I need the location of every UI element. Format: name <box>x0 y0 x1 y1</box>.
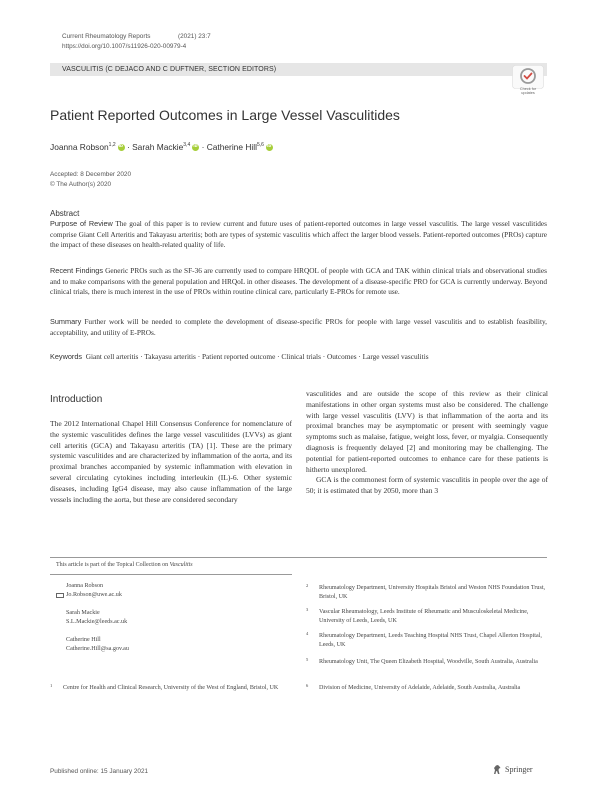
affiliation-text: Vascular Rheumatology, Leeds Institute of Rheumatic and Musculoskeletal Medicine, University of Leeds, Leeds, UK <box>319 609 529 624</box>
purpose-label: Purpose of Review <box>50 219 113 228</box>
affiliation-text: Centre for Health and Clinical Research, University of the West of England, Bristol, UK <box>63 685 279 691</box>
abstract-summary <box>50 317 547 338</box>
contact-email[interactable]: S.L.Mackie@leeds.ac.uk <box>66 618 128 625</box>
topical-note-collection[interactable]: Vasculitis <box>169 562 193 568</box>
springer-horse-icon <box>492 764 502 775</box>
contact-email[interactable]: Catherine.Hill@sa.gov.au <box>66 645 129 652</box>
affiliation-number: 4 <box>306 631 309 636</box>
contact-list <box>66 582 129 654</box>
intro-right-column <box>306 389 548 497</box>
summary-label: Summary <box>50 317 82 326</box>
published-online: Published online: 15 January 2021 <box>50 768 149 775</box>
keywords-text: Giant cell arteritis · Takayasu arteritis · Patient reported outcome · Clinical trials · Outcomes · Large vessel vasculitis <box>85 352 429 361</box>
contact-name: Catherine Hill <box>66 637 101 644</box>
affiliation-number: 3 <box>306 607 309 612</box>
affiliation-text: Rheumatology Department, Leeds Teaching Hospital NHS Trust, Chapel Allerton Hospital, Leeds, UK <box>319 633 542 648</box>
doi-link[interactable]: https://doi.org/10.1007/s11926-020-00979-4 <box>62 43 187 50</box>
author-separator: · <box>201 142 205 152</box>
affiliation-2 <box>306 584 546 601</box>
orcid-icon[interactable] <box>192 144 199 151</box>
intro-paragraph: The 2012 International Chapel Hill Consensus Conference for nomenclature of the systemic vasculitides defines the large vessel vasculitides (LVVs) as giant cell arteritis (GCA) and Takayasu arteritis (TA) [1]. These are the primary systemic vasculitides and are characterized by inflammation of the aorta, and its proximal branches accompanied by systemic inflammation with elevation in several circulating cytokines including interleukin (IL)-6. Other systemic diseases, including IgG4 disease, may also cause inflammation of the large vessels including the aorta, but these are considered secondary <box>50 419 292 504</box>
affiliation-text: Division of Medicine, University of Adelaide, Adelaide, South Australia, Australia <box>319 685 521 691</box>
author-name[interactable]: Joanna Robson <box>50 142 109 152</box>
intro-paragraph: vasculitides and are outside the scope of this review as their clinical manifestations in other organ systems must also be considered. The challenge with large vessel vasculitis (LVV) is that inflammation of the aorta and its proximal branches may be asymptomatic or present with seemingly vague symptoms such as malaise, fatigue, weight loss, fever, or myalgia. Consequently diagnosis is frequently delayed [2] and monitoring may be challenging. The potential for patient-reported outcomes to enhance care for these patients is hitherto unexplored. <box>306 389 548 474</box>
affiliation-number: 6 <box>306 683 309 688</box>
affiliation-text: Rheumatology Department, University Hospitals Bristol and Weston NHS Foundation Trust, Bristol, UK <box>319 585 546 600</box>
footnote-divider <box>50 574 292 575</box>
affiliation-text: Rheumatology Unit, The Queen Elizabeth Hospital, Woodville, South Australia, Australia <box>319 659 538 665</box>
author-name[interactable]: Catherine Hill <box>206 142 257 152</box>
contact-email[interactable]: Jo.Robson@uwe.ac.uk <box>66 591 122 598</box>
findings-text: Generic PROs such as the SF-36 are currently used to compare HRQOL of people with GCA and TAK within clinical trials and observational studies and to make comparisons with the general population and HRQoL in other diseases. The development of a disease-specific PRO for GCA is currently underway. Beyond clinical trials, there is much interest in the use of PROs within routine clinical care, particularly E-PROs for remote use. <box>50 266 547 297</box>
check-for-updates-badge[interactable] <box>512 65 544 101</box>
orcid-icon[interactable] <box>118 144 125 151</box>
journal-name: Current Rheumatology Reports <box>62 33 151 40</box>
keywords <box>50 352 429 361</box>
check-for-label-1: Check for <box>519 87 537 91</box>
citation: (2021) 23:7 <box>178 33 211 40</box>
affiliation-number: 2 <box>306 583 309 588</box>
mail-icon <box>56 585 64 603</box>
check-for-label-2: updates <box>521 91 535 96</box>
topical-note-prefix: This article is part of the Topical Collection on <box>56 562 169 568</box>
author-affil-sup: 5,6 <box>256 142 264 149</box>
author-affil-sup: 1,2 <box>108 142 116 149</box>
affiliation-5 <box>306 658 546 667</box>
affiliation-4 <box>306 632 546 649</box>
affiliation-number: 1 <box>50 683 53 688</box>
author-list <box>50 142 273 152</box>
affiliation-3 <box>306 608 546 625</box>
orcid-icon[interactable] <box>266 144 273 151</box>
intro-left-column <box>50 419 292 505</box>
intro-paragraph: GCA is the commonest form of systemic vasculitis in people over the age of 50; it is estimated that by 2050, more than 3 <box>306 475 548 496</box>
publisher-name: Springer <box>505 765 533 774</box>
findings-label: Recent Findings <box>50 266 103 275</box>
affiliation-6 <box>306 684 546 693</box>
section-heading-introduction: Introduction <box>50 394 103 405</box>
section-band <box>50 63 547 76</box>
article-title: Patient Reported Outcomes in Large Vessel Vasculitides <box>50 107 400 123</box>
purpose-text: The goal of this paper is to review current and future uses of patient-reported outcomes in large vessel vasculitis. The large vessel vasculitides comprise Giant Cell Arteritis and Takayasu arteritis; both are types of systemic vasculitis which affect the larger blood vessels. Patient-reported outcomes (PROs) capture the impact of these diseases on health-related quality of life. <box>50 219 547 250</box>
abstract-findings <box>50 266 547 298</box>
contact-name: Sarah Mackie <box>66 610 100 617</box>
keywords-label: Keywords <box>50 352 83 361</box>
author-separator: · <box>126 142 130 152</box>
check-for-updates-icon <box>512 65 544 89</box>
topical-collection-note <box>56 561 193 570</box>
affiliation-number: 5 <box>306 657 309 662</box>
contact-name: Joanna Robson <box>66 583 104 589</box>
copyright: © The Author(s) 2020 <box>50 181 112 188</box>
author-affil-sup: 3,4 <box>183 142 191 149</box>
accepted-date: Accepted: 8 December 2020 <box>50 171 131 178</box>
footnote-divider <box>50 557 547 558</box>
affiliation-1 <box>50 684 292 693</box>
abstract-purpose <box>50 219 547 251</box>
abstract-heading: Abstract <box>50 209 80 218</box>
summary-text: Further work will be needed to complete the development of disease-specific PROs for people with large vessel vasculitis and to establish feasibility, acceptability, and utility of E-PROs. <box>50 317 547 337</box>
author-name[interactable]: Sarah Mackie <box>132 142 184 152</box>
springer-logo <box>492 764 546 776</box>
section-band-label: VASCULITIS (C DEJACO AND C DUFTNER, SECTION EDITORS) <box>62 65 277 73</box>
